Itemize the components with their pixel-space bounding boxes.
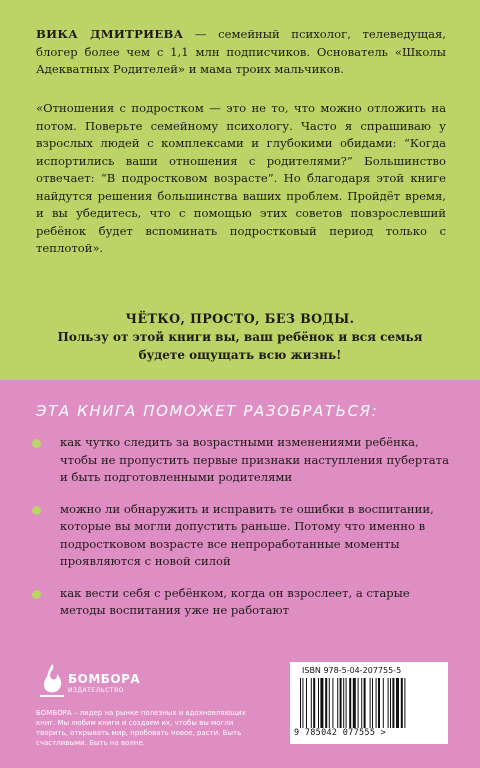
list-item-text: можно ли обнаружить и исправить те ошибки в воспитании, которые вы могли допустить раньше. Потому что именно в подростковом возрасте все непроработанные моменты проявляются с новой силой bbox=[60, 501, 434, 568]
bullet-dot-icon bbox=[32, 590, 41, 599]
publisher-sub: ИЗДАТЕЛЬСТВО bbox=[68, 687, 124, 694]
author-bio bbox=[36, 26, 446, 79]
author-quote: «Отношения с подростком — это не то, что можно отложить на потом. Поверьте семейному психологу. Часто я спрашиваю у взрослых людей с комплексами и глубокими обидами: “Когда испортились ваши отношения с родителями?” Большинство отвечает: “В подростковом возрасте”. Но благодаря этой книге найдутся решения большинства ваших проблем. Пройдёт время, и вы убедитесь, что с помощью этих советов повзрослевший ребёнок будет вспоминать подростковый период только с теплотой». bbox=[36, 101, 446, 255]
barcode-panel bbox=[290, 662, 448, 744]
publisher-description: БОМБОРА – лидер на рынке полезных и вдохновляющих книг. Мы любим книги и создаем их, чтобы вы могли творить, открывать мир, пробовать новое, расти. Быть счастливыми. Быть на волне. bbox=[36, 709, 246, 747]
list-item-text: как вести себя с ребёнком, когда он взрослеет, а старые методы воспитания уже не работают bbox=[60, 585, 410, 617]
author-bio-text: — семейный психолог, телеведущая, блогер более чем с 1,1 млн подписчиков. Основатель «Школы Адекватных Родителей» и мама троих мальчиков. bbox=[36, 27, 446, 76]
top-panel bbox=[0, 0, 480, 380]
publisher-name: БОМБОРА bbox=[68, 672, 141, 686]
author-name: ВИКА ДМИТРИЕВА bbox=[36, 27, 184, 41]
barcode-digits: 9 785042 077555 > bbox=[294, 728, 387, 738]
slogan bbox=[20, 310, 460, 364]
list-item bbox=[32, 434, 452, 487]
bullet-dot-icon bbox=[32, 506, 41, 515]
list-item bbox=[32, 585, 452, 620]
barcode-icon bbox=[300, 678, 438, 728]
list-item-text: как чутко следить за возрастными изменениями ребёнка, чтобы не пропустить первые признаки наступления пубертата и быть подготовленными родителями bbox=[60, 435, 449, 484]
slogan-line-1: Пользу от этой книги вы, ваш ребёнок и вся семья bbox=[57, 330, 423, 344]
benefits-title: ЭТА КНИГА ПОМОЖЕТ РАЗОБРАТЬСЯ: bbox=[36, 402, 379, 420]
bullet-dot-icon bbox=[32, 439, 41, 448]
benefits-list bbox=[32, 434, 452, 634]
slogan-headline: ЧЁТКО, ПРОСТО, БЕЗ ВОДЫ. bbox=[125, 311, 355, 326]
isbn-label: ISBN 978-5-04-207755-5 bbox=[302, 666, 402, 675]
slogan-line-2: будете ощущать всю жизнь! bbox=[138, 348, 342, 362]
list-item bbox=[32, 501, 452, 571]
